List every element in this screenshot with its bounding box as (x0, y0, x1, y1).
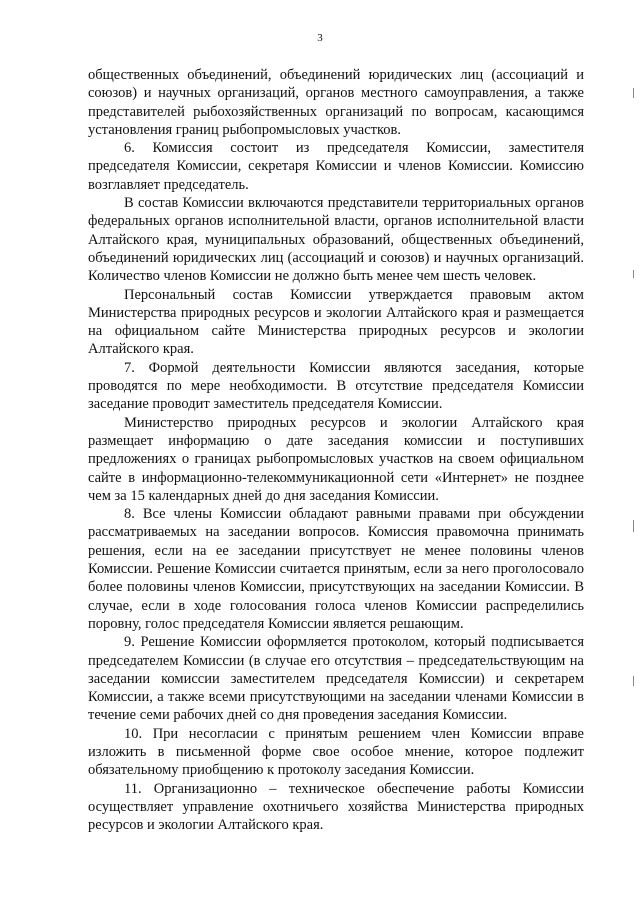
paragraph-ministry-notice: Министерство природных ресурсов и экологии Алтайского края размещает информацию о дате заседания комиссии и поступивших предложениях о границах рыбопромысловых участков на своем официальном сайте в информационно-телекоммуникационной сети «Интернет» не позднее чем за 15 календарных дней до дня заседания Комиссии. (88, 414, 584, 504)
paragraph-continuation: общественных объединений, объединений юридических лиц (ассоциаций и союзов) и научных организаций, органов местного самоуправления, а также представителей рыбохозяйственных организаций по вопросам, касающимся установления границ рыбопромысловых участков. (88, 67, 584, 138)
scan-margin-mark (633, 88, 634, 98)
paragraph-item-6: 6. Комиссия состоит из председателя Комиссии, заместителя председателя Комиссии, секретаря Комиссии и членов Комиссии. Комиссию возглавляет председатель. (88, 140, 584, 193)
scan-margin-mark (633, 676, 634, 686)
page-number: 3 (317, 32, 323, 44)
document-body (88, 66, 584, 834)
paragraph-personal-composition: Персональный состав Комиссии утверждается правовым актом Министерства природных ресурсов и экологии Алтайского края и размещается на официальном сайте Министерства природных ресурсов и экологии Алтайского края. (88, 286, 584, 358)
paragraph-item-9: 9. Решение Комиссии оформляется протоколом, который подписывается председателем Комиссии (в случае его отсутствия – председательствующим на заседании комиссии заместителем председателя Комиссии) и секретарем Комиссии, а также всеми присутствующими на заседании членами Комиссии в течение семи рабочих дней со дня проведения заседания Комиссии. (88, 634, 584, 724)
scan-margin-mark (633, 270, 634, 278)
paragraph-item-7: 7. Формой деятельности Комиссии являются заседания, которые проводятся по мере необходимости. В отсутствие председателя Комиссии заседание проводит заместитель председателя Комиссии. (88, 359, 584, 413)
paragraph-commission-composition: В состав Комиссии включаются представители территориальных органов федеральных органов исполнительной власти, органов исполнительной власти Алтайского края, муниципальных образований, общественных объединений, объединений юридических лиц (ассоциаций и союзов) и научных организаций. Количество членов Комиссии не должно быть менее чем шесть человек. (88, 195, 584, 285)
paragraph-item-8: 8. Все члены Комиссии обладают равными правами при обсуждении рассматриваемых на заседании вопросов. Комиссия правомочна принимать решения, если на ее заседании присутствует не менее половины членов Комиссии. Решение Комиссии считается принятым, если за него проголосовало более половины членов Комиссии, присутствующих на заседании Комиссии. В случае, если в ходе голосования голоса членов Комиссии распределились поровну, голос председателя Комиссии является решающим. (88, 506, 584, 632)
paragraph-item-10: 10. При несогласии с принятым решением член Комиссии вправе изложить в письменной форме свое особое мнение, которое подлежит обязательному приобщению к протоколу заседания Комиссии. (88, 725, 584, 779)
paragraph-item-11: 11. Организационно – техническое обеспечение работы Комиссии осуществляет управление охотничьего хозяйства Министерства природных ресурсов и экологии Алтайского края. (88, 780, 584, 834)
scan-margin-mark (633, 520, 634, 532)
